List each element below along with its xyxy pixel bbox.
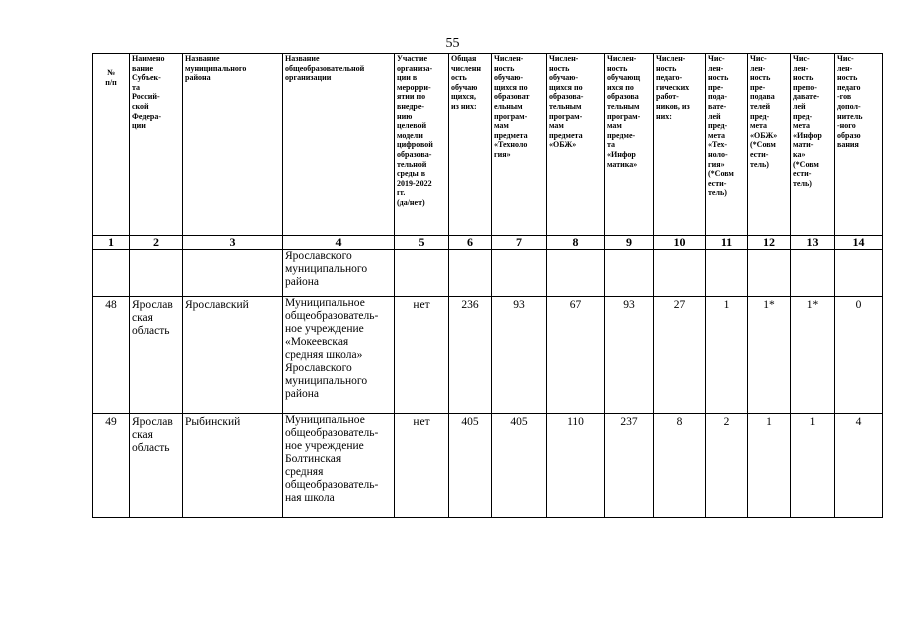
- cell-inf-students: [605, 250, 654, 297]
- cell-obzh-students: [547, 250, 605, 297]
- cell-district: Рыбинский: [183, 414, 283, 518]
- column-number: 6: [449, 236, 492, 250]
- cell-tech-teachers: [706, 250, 748, 297]
- cell-inf-teachers: 1*: [791, 297, 835, 414]
- header-total-students: Общая численн ость обучаю щихся, из них:: [449, 54, 492, 236]
- cell-total-students: 236: [449, 297, 492, 414]
- header-obzh-students: Числен- ность обучаю- щихся по образова- тельным програм- мам предмета «ОБЖ»: [547, 54, 605, 236]
- header-district: Название муниципального района: [183, 54, 283, 236]
- cell-addl-teachers: 0: [835, 297, 883, 414]
- cell-obzh-teachers: [748, 250, 791, 297]
- column-numbers-row: [93, 236, 883, 250]
- column-number: 7: [492, 236, 547, 250]
- column-number: 3: [183, 236, 283, 250]
- cell-participation: нет: [395, 414, 449, 518]
- cell-num: [93, 250, 130, 297]
- cell-teachers: [654, 250, 706, 297]
- header-num: № п/п: [93, 54, 130, 236]
- cell-participation: [395, 250, 449, 297]
- report-table: [92, 53, 883, 518]
- header-addl-teachers: Чис- лен- ность педаго -гов допол- нитель -ного образо вания: [835, 54, 883, 236]
- header-org: Название общеобразовательной организации: [283, 54, 395, 236]
- cell-district: [183, 250, 283, 297]
- cell-num: 49: [93, 414, 130, 518]
- table-row: [93, 414, 883, 518]
- cell-org: Муниципальное общеобразователь- ное учреждение Болтинская средняя общеобразователь- ная школа: [283, 414, 395, 518]
- header-tech-students: Числен- ность обучаю- щихся по образоват ельным програм- мам предмета «Техноло гия»: [492, 54, 547, 236]
- cell-teachers: 27: [654, 297, 706, 414]
- column-number: 9: [605, 236, 654, 250]
- header-region: Наимено вание Субъек- та Россий- ской Федера- ции: [130, 54, 183, 236]
- cell-inf-teachers: [791, 250, 835, 297]
- cell-inf-students: 93: [605, 297, 654, 414]
- column-number: 14: [835, 236, 883, 250]
- table-row: [93, 250, 883, 297]
- table-row: [93, 297, 883, 414]
- cell-obzh-students: 110: [547, 414, 605, 518]
- cell-inf-teachers: 1: [791, 414, 835, 518]
- cell-teachers: 8: [654, 414, 706, 518]
- cell-tech-students: [492, 250, 547, 297]
- page-number: 55: [445, 36, 460, 51]
- column-number: 4: [283, 236, 395, 250]
- cell-addl-teachers: [835, 250, 883, 297]
- cell-tech-teachers: 2: [706, 414, 748, 518]
- cell-num: 48: [93, 297, 130, 414]
- column-number: 8: [547, 236, 605, 250]
- cell-region: Ярослав ская область: [130, 297, 183, 414]
- column-number: 12: [748, 236, 791, 250]
- cell-obzh-students: 67: [547, 297, 605, 414]
- cell-region: Ярослав ская область: [130, 414, 183, 518]
- cell-tech-students: 93: [492, 297, 547, 414]
- header-obzh-teachers: Чис- лен- ность пре- подава телей пред- мета «ОБЖ» (*Совм ести- тель): [748, 54, 791, 236]
- cell-tech-teachers: 1: [706, 297, 748, 414]
- header-inf-students: Числен- ность обучающ ихся по образова тельным програм- мам предме- та «Инфор матика»: [605, 54, 654, 236]
- column-number: 13: [791, 236, 835, 250]
- cell-participation: нет: [395, 297, 449, 414]
- cell-district: Ярославский: [183, 297, 283, 414]
- column-number: 1: [93, 236, 130, 250]
- header-teachers: Числен- ность педаго- гических работ- ников, из них:: [654, 54, 706, 236]
- cell-inf-students: 237: [605, 414, 654, 518]
- cell-total-students: [449, 250, 492, 297]
- column-number: 11: [706, 236, 748, 250]
- column-number: 5: [395, 236, 449, 250]
- cell-org: Муниципальное общеобразователь- ное учреждение «Мокеевская средняя школа» Ярославского муниципального района: [283, 297, 395, 414]
- header-row: [93, 54, 883, 236]
- header-inf-teachers: Чис- лен- ность препо- давате- лей пред- мета «Инфор мати- ка» (*Совм ести- тель): [791, 54, 835, 236]
- header-tech-teachers: Чис- лен- ность пре- пода- вате- лей пред- мета «Тех- ноло- гия» (*Совм ести- тель): [706, 54, 748, 236]
- cell-region: [130, 250, 183, 297]
- column-number: 2: [130, 236, 183, 250]
- cell-tech-students: 405: [492, 414, 547, 518]
- cell-obzh-teachers: 1: [748, 414, 791, 518]
- header-participation: Участие организа- ции в мероpри- ятии по внедре- нию целевой модели цифровой образова- тельной среды в 2019-2022 гг. (да/нет): [395, 54, 449, 236]
- cell-org: Ярославского муниципального района: [283, 250, 395, 297]
- cell-total-students: 405: [449, 414, 492, 518]
- column-number: 10: [654, 236, 706, 250]
- cell-obzh-teachers: 1*: [748, 297, 791, 414]
- cell-addl-teachers: 4: [835, 414, 883, 518]
